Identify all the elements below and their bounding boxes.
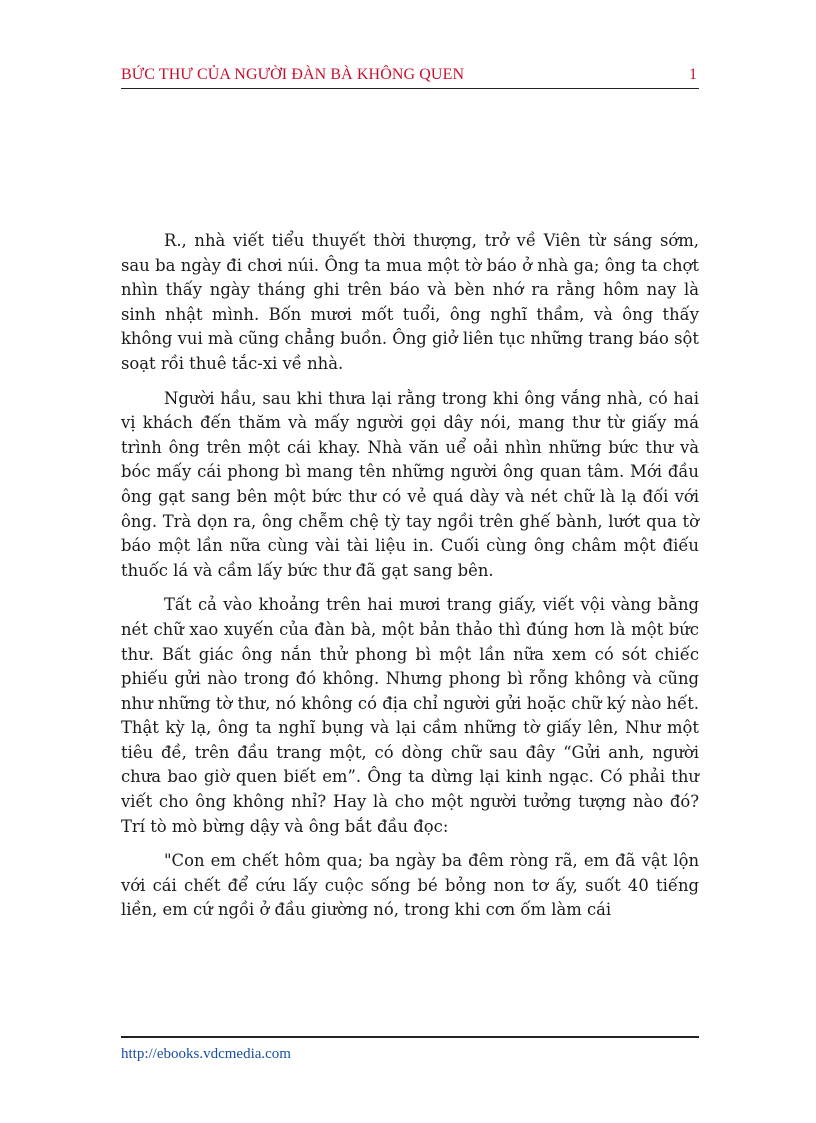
page-header	[121, 62, 699, 89]
paragraph-2: Người hầu, sau khi thưa lại rằng trong khi ông vắng nhà, có hai vị khách đến thăm và mấy người gọi dây nói, mang thư từ giấy má trình ông trên một cái khay. Nhà văn uể oải nhìn những bức thư và bóc mấy cái phong bì mang tên những người ông quan tâm. Mới đầu ông gạt sang bên một bức thư có vẻ quá dày và nét chữ là lạ đối với ông. Trà dọn ra, ông chễm chệ tỳ tay ngồi trên ghế bành, lướt qua tờ báo một lần nữa cùng vài tài liệu in. Cuối cùng ông châm một điếu thuốc lá và cầm lấy bức thư đã gạt sang bên.	[121, 388, 699, 580]
paragraph-1: R., nhà viết tiểu thuyết thời thượng, trở về Viên từ sáng sớm, sau ba ngày đi chơi núi. Ông ta mua một tờ báo ở nhà ga; ông ta chợt nhìn thấy ngày tháng ghi trên báo và bèn nhớ ra rằng hôm nay là sinh nhật mình. Bốn mươi mốt tuổi, ông nghĩ thầm, và ông thấy không vui mà cũng chẳng buồn. Ông giở liên tục những trang báo sột soạt rồi thuê tắc-xi về nhà.	[121, 231, 699, 373]
body-text	[121, 229, 699, 933]
page-footer	[121, 1036, 699, 1062]
source-link[interactable]: http://ebooks.vdcmedia.com	[121, 1046, 291, 1062]
page-number: 1	[689, 66, 697, 83]
book-title: BỨC THƯ CỦA NGƯỜI ĐÀN BÀ KHÔNG QUEN	[121, 66, 465, 83]
paragraph-4: "Con em chết hôm qua; ba ngày ba đêm ròng rã, em đã vật lộn với cái chết để cứu lấy cuộc sống bé bỏng non tơ ấy, suốt 40 tiếng liền, em cứ ngồi ở đầu giường nó, trong khi cơn ốm làm cái	[121, 851, 699, 920]
paragraph-3: Tất cả vào khoảng trên hai mươi trang giấy, viết vội vàng bằng nét chữ xao xuyến của đàn bà, một bản thảo thì đúng hơn là một bức thư. Bất giác ông nắn thử phong bì một lần nữa xem có sót chiếc phiếu gửi nào trong đó không. Nhưng phong bì rỗng không và cũng như những tờ thư, nó không có địa chỉ người gửi hoặc chữ ký nào hết. Thật kỳ lạ, ông ta nghĩ bụng và lại cầm những tờ giấy lên, Như một tiêu đề, trên đầu trang một, có dòng chữ sau đây “Gửi anh, người chưa bao giờ quen biết em”. Ông ta dừng lại kinh ngạc. Có phải thư viết cho ông không nhỉ? Hay là cho một người tưởng tượng nào đó? Trí tò mò bừng dậy và ông bắt đầu đọc:	[121, 595, 699, 836]
